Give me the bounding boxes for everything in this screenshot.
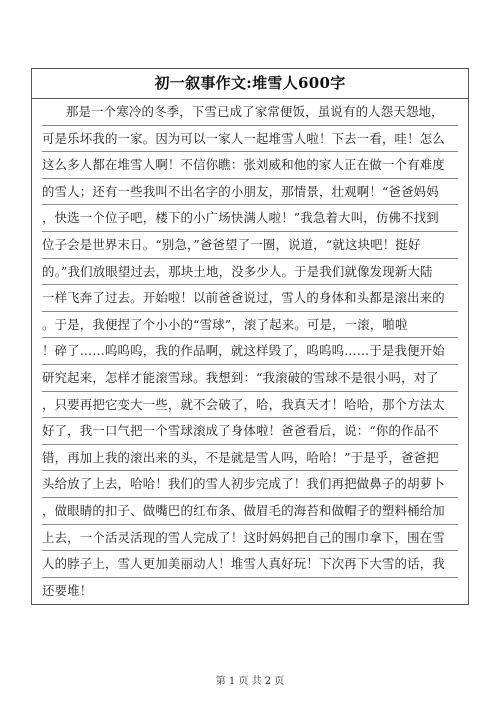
text-line: ，做眼睛的扣子、做嘴巴的红布条、做眉毛的海苔和做帽子的塑料桶给加 [42,498,458,525]
text-line: 位子会是世界末日。“别急，”爸爸望了一圈，说道，“就这块吧！挺好 [42,232,458,259]
page-number: 第 1 页 共 2 页 [215,676,285,687]
text-line: 人的脖子上，雪人更加美丽动人！堆雪人真好玩！下次再下大雪的话，我 [42,551,458,578]
text-line: 的雪人；还有一些我叫不出名字的小朋友，那情景，壮观啊！“爸爸妈妈 [42,179,458,206]
text-line: 研究起来，怎样才能滚雪球。我想到：“我滚破的雪球不是很小吗，对了 [42,365,458,392]
document-title: 初一叙事作文:堆雪人600字 [32,69,468,99]
text-line: 头给放了上去，哈哈！我们的雪人初步完成了！我们再把做鼻子的胡萝卜 [42,471,458,498]
essay-body [32,99,468,604]
text-line: 这么多人都在堆雪人啊！不信你瞧：张刘威和他的家人正在做一个有难度 [42,152,458,179]
text-line: ！碎了……呜呜呜，我的作品啊，就这样毁了，呜呜呜……于是我便开始 [42,338,458,365]
document-box [31,68,469,605]
text-line: 错，再加上我的滚出来的头，不是就是雪人吗，哈哈！”于是乎，爸爸把 [42,445,458,472]
text-line: 一样飞奔了过去。开始啦！以前爸爸说过，雪人的身体和头都是滚出来的 [42,285,458,312]
text-line: ，只要再把它变大一些，就不会破了，哈，我真天才！哈哈，那个方法太 [42,392,458,419]
text-line: 的。”我们放眼望过去，那块土地，没多少人。于是我们就像发现新大陆 [42,259,458,286]
text-line: ，快选一个位子吧，楼下的小广场快满人啦！”我急着大叫，仿佛不找到 [42,205,458,232]
text-line: 那是一个寒冷的冬季，下雪已成了家常便饭，虽说有的人怨天怨地， [42,99,458,126]
text-line: 上去，一个活灵活现的雪人完成了！这时妈妈把自己的围巾拿下，围在雪 [42,525,458,552]
text-line: 好了，我一口气把一个雪球滚成了身体啦！爸爸看后，说：“你的作品不 [42,418,458,445]
text-line: 还要堆！ [42,582,93,598]
text-line: 可是乐坏我的一家。因为可以一家人一起堆雪人啦！下去一看，哇！怎么 [42,126,458,153]
text-line: 。于是，我便捏了个小小的“雪球”，滚了起来。可是，一滚，啪啦 [42,312,458,339]
